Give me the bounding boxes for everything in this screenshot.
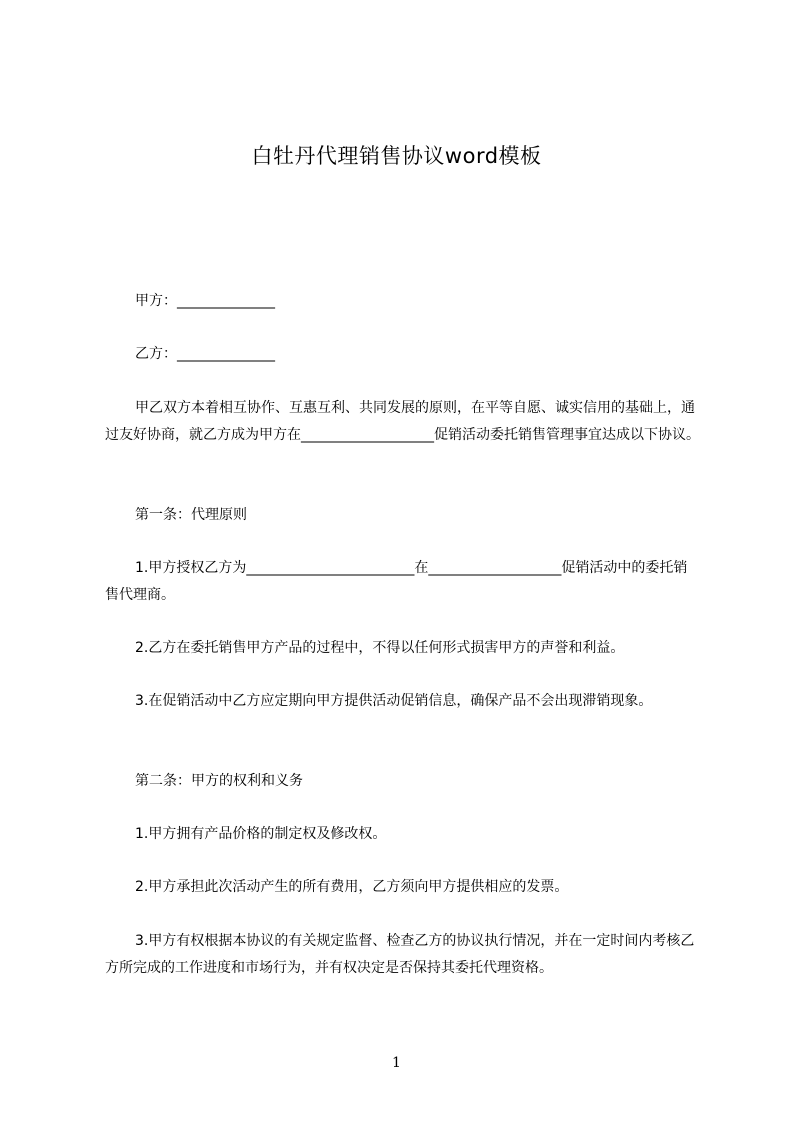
party-a-line: 甲方：______________ [135,293,275,309]
article2-clause1: 1.甲方拥有产品价格的制定权及修改权。 [135,826,387,842]
page-number: 1 [392,1055,401,1071]
party-b-line: 乙方：______________ [135,346,275,362]
article2-clause3: 3.甲方有权根据本协议的有关规定监督、检查乙方的协议执行情况，并在一定时间内考核乙方所完成的工作进度和市场行为，并有权决定是否保持其委托代理资格。 [105,933,695,976]
document-title: 白牡丹代理销售协议word模板 [251,144,542,168]
article1-heading: 第一条：代理原则 [135,507,247,523]
article1-clause2: 2.乙方在委托销售甲方产品的过程中，不得以任何形式损害甲方的声誉和利益。 [135,640,625,656]
article1-clause1: 1.甲方授权乙方为________________________在___________________促销活动中的委托销售代理商。 [105,560,688,603]
article1-clause3: 3.在促销活动中乙方应定期向甲方提供活动促销信息，确保产品不会出现滞销现象。 [135,693,653,709]
article2-clause2: 2.甲方承担此次活动产生的所有费用，乙方须向甲方提供相应的发票。 [135,879,569,895]
intro-paragraph: 甲乙双方本着相互协作、互惠互利、共同发展的原则，在平等自愿、诚实信用的基础上，通过友好协商，就乙方成为甲方在___________________促销活动委托销售管理事宜达成以下协议。 [105,400,700,443]
article2-heading: 第二条：甲方的权利和义务 [135,773,303,789]
